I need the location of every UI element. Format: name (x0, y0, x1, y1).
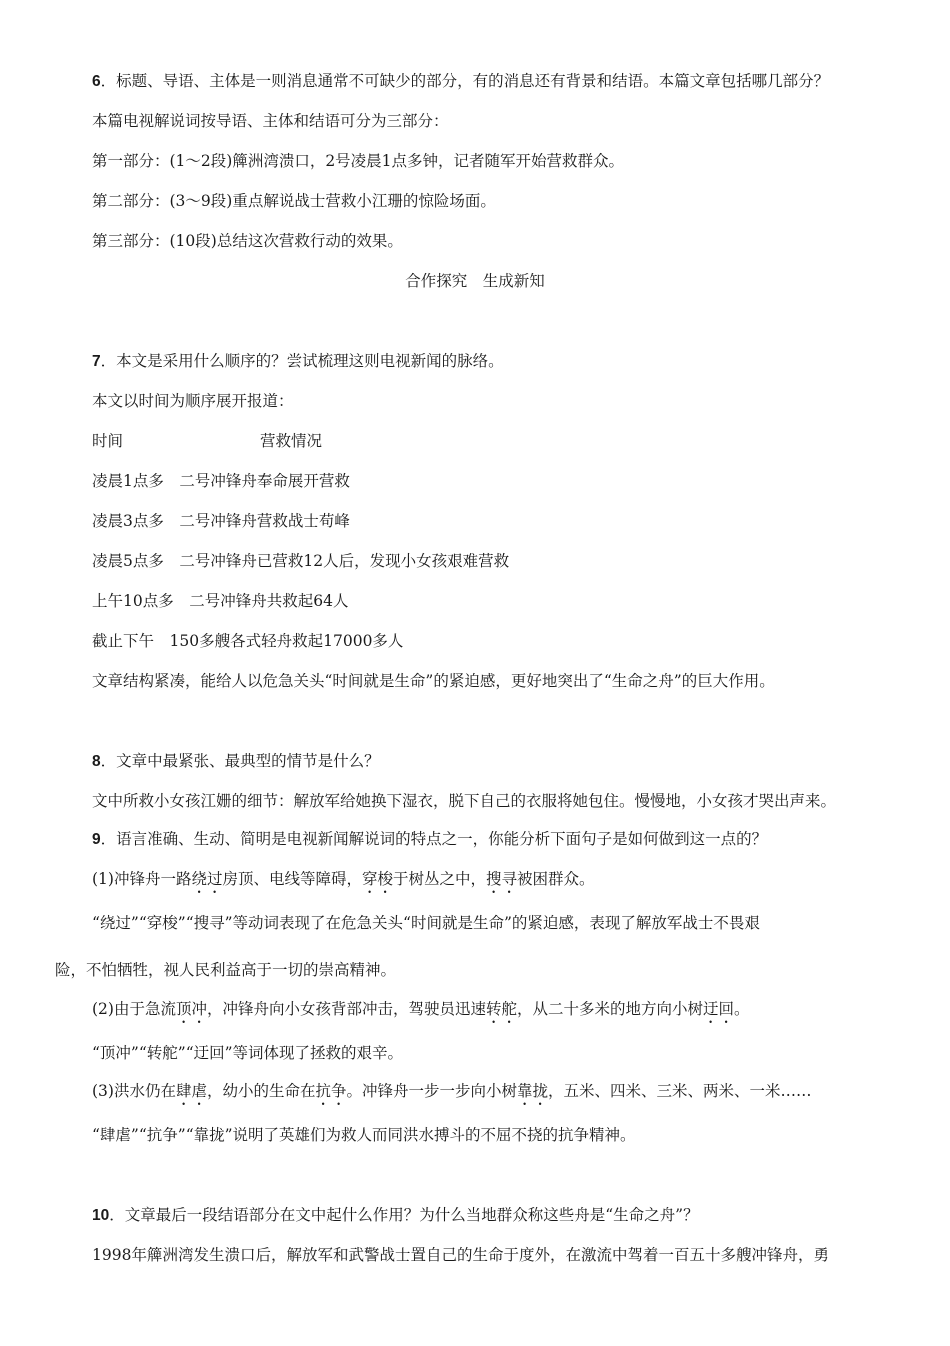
emphasized-word: 肆虐 (175, 1082, 207, 1100)
timeline-header (92, 431, 323, 451)
question-text: ．标题、导语、主体是一则消息通常不可缺少的部分，有的消息还有背景和结语。本篇文章包括哪几部分？ (100, 72, 830, 90)
question-6 (92, 71, 829, 92)
timeline-row (92, 631, 403, 651)
question-10 (92, 1205, 699, 1226)
answer-6-part3: 第三部分：(10段)总结这次营救行动的效果。 (92, 232, 403, 250)
row-desc: 二号冲锋舟共救起64人 (189, 592, 349, 610)
sentence-text: 于树丛之中， (393, 870, 487, 888)
row-time: 凌晨5点多 (92, 552, 164, 570)
sentence-2 (92, 999, 750, 1027)
sentence-text: 。冲锋舟一步一步向小树 (346, 1082, 518, 1100)
emphasized-word: 搜寻 (486, 870, 518, 888)
question-number: 6 (92, 73, 101, 90)
timeline-row (92, 591, 348, 611)
row-desc: 二号冲锋舟奉命展开营救 (179, 472, 350, 490)
timeline-row (92, 471, 350, 491)
timeline-row (92, 551, 509, 571)
sentence-text: (1)冲锋舟一路 (92, 870, 192, 888)
question-number: 8 (92, 753, 101, 770)
sentence-text: ，从二十多米的地方向小树 (517, 1000, 704, 1018)
row-desc: 二号冲锋舟营救战士苟峰 (179, 512, 350, 530)
emphasized-word: 穿梭 (362, 870, 394, 888)
question-text: ．文章最后一段结语部分在文中起什么作用？为什么当地群众称这些舟是“生命之舟”？ (109, 1206, 699, 1224)
row-time: 截止下午 (92, 632, 155, 650)
column-rescue: 营救情况 (260, 432, 323, 450)
row-time: 上午10点多 (92, 592, 174, 610)
row-desc: 150多艘各式轻舟救起17000多人 (169, 632, 404, 650)
answer-7-conclusion: 文章结构紧凑，能给人以危急关头“时间就是生命”的紧迫感，更好地突出了“生命之舟”的巨大作用。 (92, 672, 775, 690)
sentence-text: (3)洪水仍在 (92, 1082, 176, 1100)
answer-9-1-line2: 险，不怕牺牲，视人民利益高于一切的崇高精神。 (55, 961, 397, 979)
section-heading: 合作探究 生成新知 (405, 272, 545, 290)
question-9 (92, 829, 767, 850)
answer-6-part2: 第二部分：(3～9段)重点解说战士营救小江珊的惊险场面。 (92, 192, 496, 210)
emphasized-word: 顶冲 (175, 1000, 207, 1018)
sentence-3 (92, 1081, 812, 1109)
row-desc: 二号冲锋舟已营救12人后，发现小女孩艰难营救 (179, 552, 510, 570)
sentence-text: ，冲锋舟向小女孩背部冲击，驾驶员迅速 (206, 1000, 486, 1018)
sentence-text: (2)由于急流 (92, 1000, 176, 1018)
answer-10-line1: 1998年簰洲湾发生溃口后，解放军和武警战士置自己的生命于度外，在激流中驾着一百五十多艘冲锋舟，勇 (92, 1246, 829, 1264)
column-time: 时间 (92, 432, 124, 450)
answer-6-intro: 本篇电视解说词按导语、主体和结语可分为三部分： (92, 112, 449, 130)
question-7 (92, 351, 504, 372)
sentence-text: 被困群众。 (517, 870, 595, 888)
emphasized-word: 绕过 (191, 870, 223, 888)
answer-7-intro: 本文以时间为顺序展开报道： (92, 392, 294, 410)
sentence-text: ，五米、四米、三米、两米、一米…… (548, 1082, 812, 1100)
answer-8: 文中所救小女孩江姗的细节：解放军给她换下湿衣，脱下自己的衣服将她包住。慢慢地，小女孩才哭出声来。 (92, 792, 837, 810)
question-number: 9 (92, 831, 101, 848)
question-text: ．本文是采用什么顺序的？尝试梳理这则电视新闻的脉络。 (100, 352, 504, 370)
sentence-text: 。 (734, 1000, 750, 1018)
answer-9-3: “肆虐”“抗争”“靠拢”说明了英雄们为救人而同洪水搏斗的不屈不挠的抗争精神。 (92, 1126, 636, 1144)
row-time: 凌晨1点多 (92, 472, 164, 490)
emphasized-word: 转舵 (486, 1000, 518, 1018)
question-number: 10 (92, 1207, 110, 1224)
sentence-1 (92, 869, 595, 897)
question-text: ．文章中最紧张、最典型的情节是什么？ (100, 752, 380, 770)
answer-9-2: “顶冲”“转舵”“迂回”等词体现了拯救的艰辛。 (92, 1044, 404, 1062)
answer-9-1-line1: “绕过”“穿梭”“搜寻”等动词表现了在危急关头“时间就是生命”的紧迫感，表现了解放军战士不畏艰 (92, 914, 760, 932)
question-text: ．语言准确、生动、简明是电视新闻解说词的特点之一，你能分析下面句子是如何做到这一点的？ (100, 830, 768, 848)
emphasized-word: 迂回 (703, 1000, 735, 1018)
timeline-row (92, 511, 350, 531)
question-8 (92, 751, 380, 772)
sentence-text: 房顶、电线等障碍， (222, 870, 362, 888)
question-number: 7 (92, 353, 101, 370)
emphasized-word: 抗争 (315, 1082, 347, 1100)
sentence-text: ，幼小的生命在 (206, 1082, 316, 1100)
emphasized-word: 靠拢 (517, 1082, 549, 1100)
answer-6-part1: 第一部分：(1～2段)簰洲湾溃口，2号凌晨1点多钟，记者随军开始营救群众。 (92, 152, 625, 170)
row-time: 凌晨3点多 (92, 512, 164, 530)
